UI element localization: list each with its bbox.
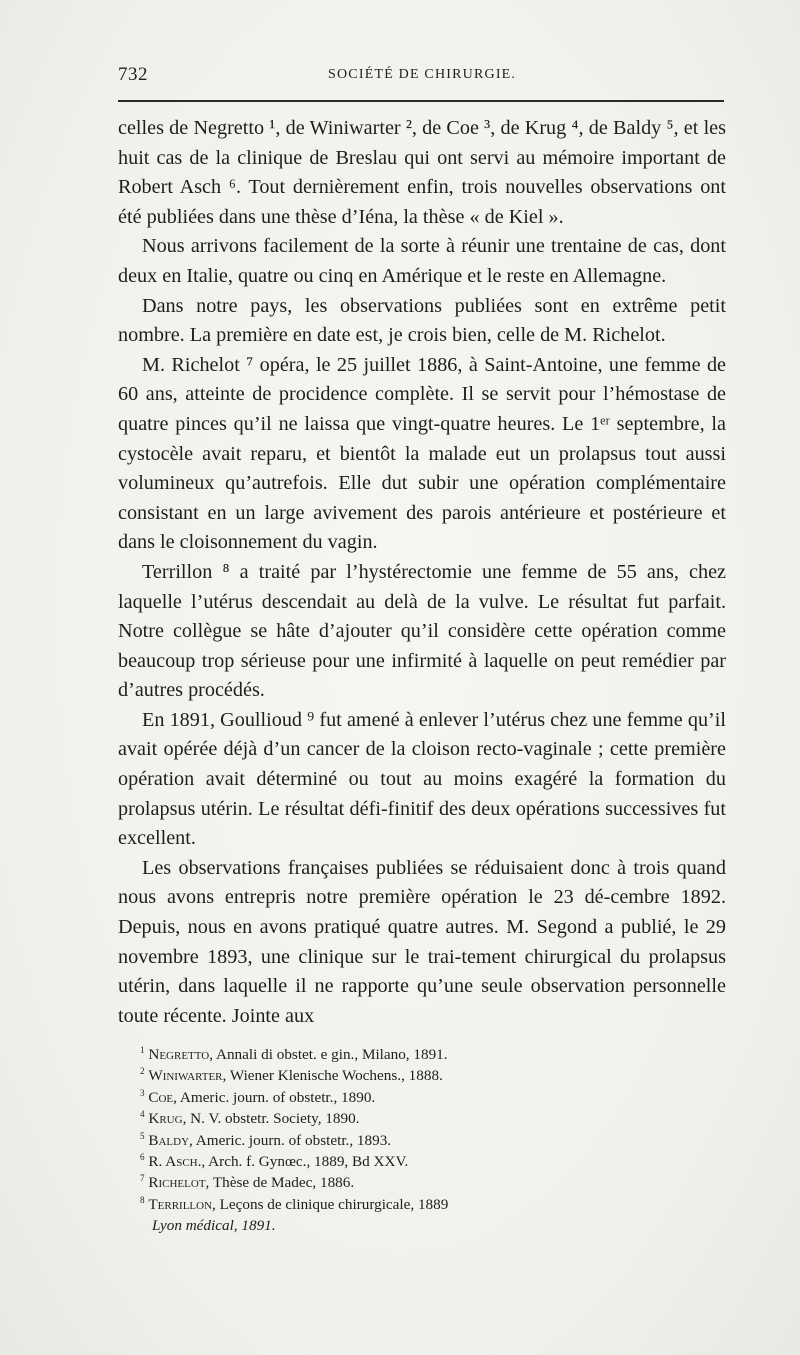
footnote <box>140 1151 610 1172</box>
footnote <box>140 1130 610 1151</box>
footnote <box>140 1044 610 1065</box>
footnote-author: Coe <box>148 1088 174 1106</box>
footnote-author: Winiwarter <box>148 1067 223 1085</box>
footnote-text: , Wiener Klenische Wochens., 1888. <box>222 1067 443 1085</box>
footnote-text: , Americ. journ. of obstetr., 1893. <box>189 1131 392 1149</box>
footnote-text: , Americ. journ. of obstetr., 1890. <box>173 1088 376 1106</box>
paragraph: Terrillon ⁸ a traité par l’hystérectomie une femme de 55 ans, chez laquelle l’utérus descendait au delà de la vulve. Le résultat fut parfait. Notre collègue se hâte d’ajouter qu’il considère cette opération comme beaucoup trop sérieuse pour une infirmité à laquelle on peut remédier par d’autres procédés. <box>118 560 726 702</box>
paragraph: M. Richelot ⁷ opéra, le 25 juillet 1886, à Saint-Antoine, une femme de 60 ans, atteinte de procidence complète. Il se servit pour l’hémostase de quatre pinces qu’il ne laissa que vingt-quatre heures. Le 1ᵉʳ septembre, la cystocèle avait reparu, et bientôt la malade eut un prolapsus tout aussi volumineux qu’autrefois. Elle dut subir une opération complémentaire consistant en un large avivement des parois antérieure et postérieure et dans le cloisonnement du vagin. <box>118 353 726 554</box>
paragraph: Dans notre pays, les observations publiées sont en extrême petit nombre. La première en date est, je crois bien, celle de M. Richelot. <box>118 294 726 347</box>
page-number: 732 <box>118 64 148 85</box>
footnote <box>140 1194 610 1215</box>
page-header <box>118 64 724 94</box>
footnote-author: Terrillon <box>148 1195 213 1213</box>
footnote-number: 5 <box>140 1130 145 1141</box>
footnote-number: 8 <box>140 1194 145 1205</box>
footnote-text: , Leçons de clinique chirurgicale, 1889 <box>212 1195 449 1213</box>
header-rule <box>118 100 724 102</box>
footnote-author: Richelot <box>148 1174 206 1192</box>
footnote-continuation: Lyon médical, 1891. <box>152 1217 276 1235</box>
footnote-author: Baldy <box>148 1131 190 1149</box>
footnote-author: Negretto <box>148 1046 210 1063</box>
footnote <box>140 1087 610 1108</box>
paragraph: Les observations françaises publiées se réduisaient donc à trois quand nous avons entrepris notre première opération le 23 dé-cembre 1892. Depuis, nous en avons pratiqué quatre autres. M. Segond a publié, le 29 novembre 1893, une clinique sur le trai-tement chirurgical du prolapsus utérin, dans laquelle il ne rapporte qu’une seule observation personnelle toute récente. Jointe aux <box>118 856 726 1027</box>
running-head: SOCIÉTÉ DE CHIRURGIE. <box>328 67 517 82</box>
footnote-author: R. Asch. <box>148 1153 202 1171</box>
paragraph: Nous arrivons facilement de la sorte à réunir une trentaine de cas, dont deux en Italie, quatre ou cinq en Amérique et le reste en Allemagne. <box>118 235 726 287</box>
footnote-number: 1 <box>140 1044 145 1055</box>
footnote-number: 7 <box>140 1173 145 1184</box>
footnote-text: , Arch. f. Gynœc., 1889, Bd XXV. <box>201 1153 409 1171</box>
footnote-text: , N. V. obstetr. Society, 1890. <box>182 1110 360 1128</box>
footnote-author: Krug <box>148 1110 183 1128</box>
main-text <box>118 114 726 1031</box>
footnote-number: 4 <box>140 1109 145 1120</box>
footnote-text: , Annali di obstet. e gin., Milano, 1891. <box>209 1046 448 1063</box>
footnotes <box>140 1044 610 1237</box>
footnote <box>140 1108 610 1129</box>
paragraph: En 1891, Goullioud ⁹ fut amené à enlever l’utérus chez une femme qu’il avait opérée déjà d’un cancer de la cloison recto-vaginale ; cette première opération avait déterminé ou tout au moins exagéré la formation du prolapsus utérin. Le résultat défi-finitif des deux opérations successives fut excellent. <box>118 708 726 850</box>
footnote <box>140 1172 610 1193</box>
footnote-number: 6 <box>140 1151 145 1162</box>
footnote-number: 2 <box>140 1066 145 1077</box>
footnote-text: , Thèse de Madec, 1886. <box>205 1174 355 1192</box>
footnote <box>140 1065 610 1086</box>
footnote-number: 3 <box>140 1087 145 1098</box>
paragraph: celles de Negretto ¹, de Winiwarter ², de Coe ³, de Krug ⁴, de Baldy ⁵, et les huit cas de la clinique de Breslau qui ont servi au mémoire important de Robert Asch ⁶. Tout dernièrement enfin, trois nouvelles observations ont été publiées dans une thèse d’Iéna, la thèse « de Kiel ». <box>118 117 726 228</box>
